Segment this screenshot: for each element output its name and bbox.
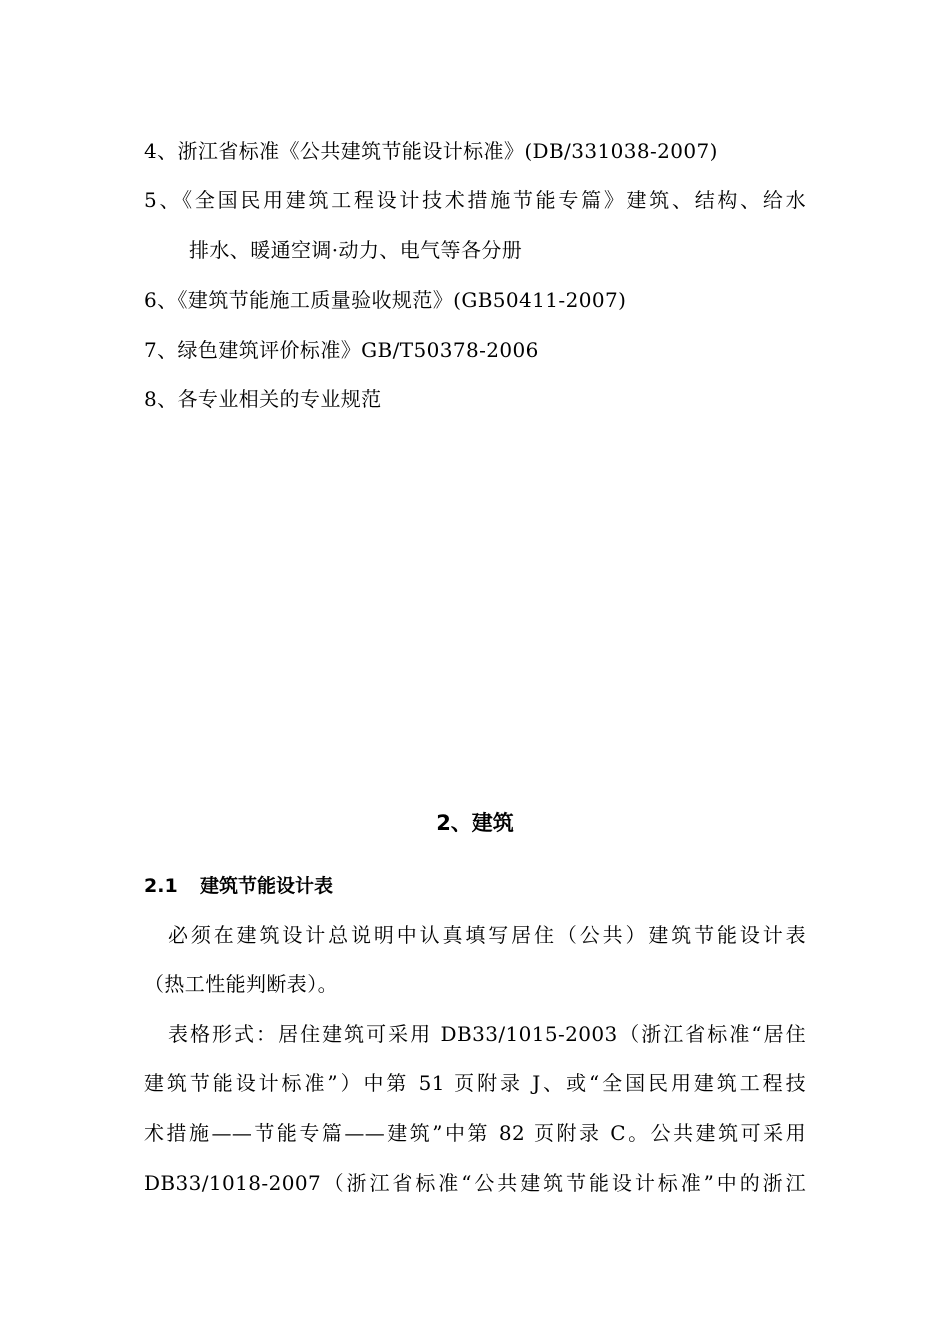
paragraph-2-line-2: 建筑节能设计标准”）中第 51 页附录 J、或“全国民用建筑工程技 — [144, 1071, 806, 1095]
reference-item-8: 8、各专业相关的专业规范 — [144, 387, 382, 411]
reference-item-6: 6、《建筑节能施工质量验收规范》(GB50411-2007) — [144, 288, 627, 312]
reference-item-5-line-1: 5、《全国民用建筑工程设计技术措施节能专篇》建筑、结构、给水 — [144, 188, 806, 212]
section-title: 2、建筑 — [436, 811, 514, 835]
reference-item-5-line-2: 排水、暖通空调·动力、电气等各分册 — [189, 238, 523, 262]
paragraph-2-line-3: 术措施——节能专篇——建筑”中第 82 页附录 C。公共建筑可采用 — [144, 1121, 806, 1145]
subsection-number: 2.1 — [144, 875, 178, 897]
reference-item-4: 4、浙江省标准《公共建筑节能设计标准》(DB/331038-2007) — [144, 139, 718, 163]
paragraph-2-line-1: 表格形式：居住建筑可采用 DB33/1015-2003（浙江省标准“居住 — [168, 1022, 806, 1046]
subsection-heading — [144, 872, 333, 900]
reference-item-7: 7、绿色建筑评价标准》GB/T50378-2006 — [144, 338, 539, 362]
paragraph-1-line-1: 必须在建筑设计总说明中认真填写居住（公共）建筑节能设计表 — [168, 923, 806, 947]
paragraph-2-line-4: DB33/1018-2007（浙江省标准“公共建筑节能设计标准”中的浙江 — [144, 1171, 806, 1195]
paragraph-1-line-2: （热工性能判断表）。 — [144, 972, 338, 996]
subsection-title: 建筑节能设计表 — [200, 875, 334, 897]
